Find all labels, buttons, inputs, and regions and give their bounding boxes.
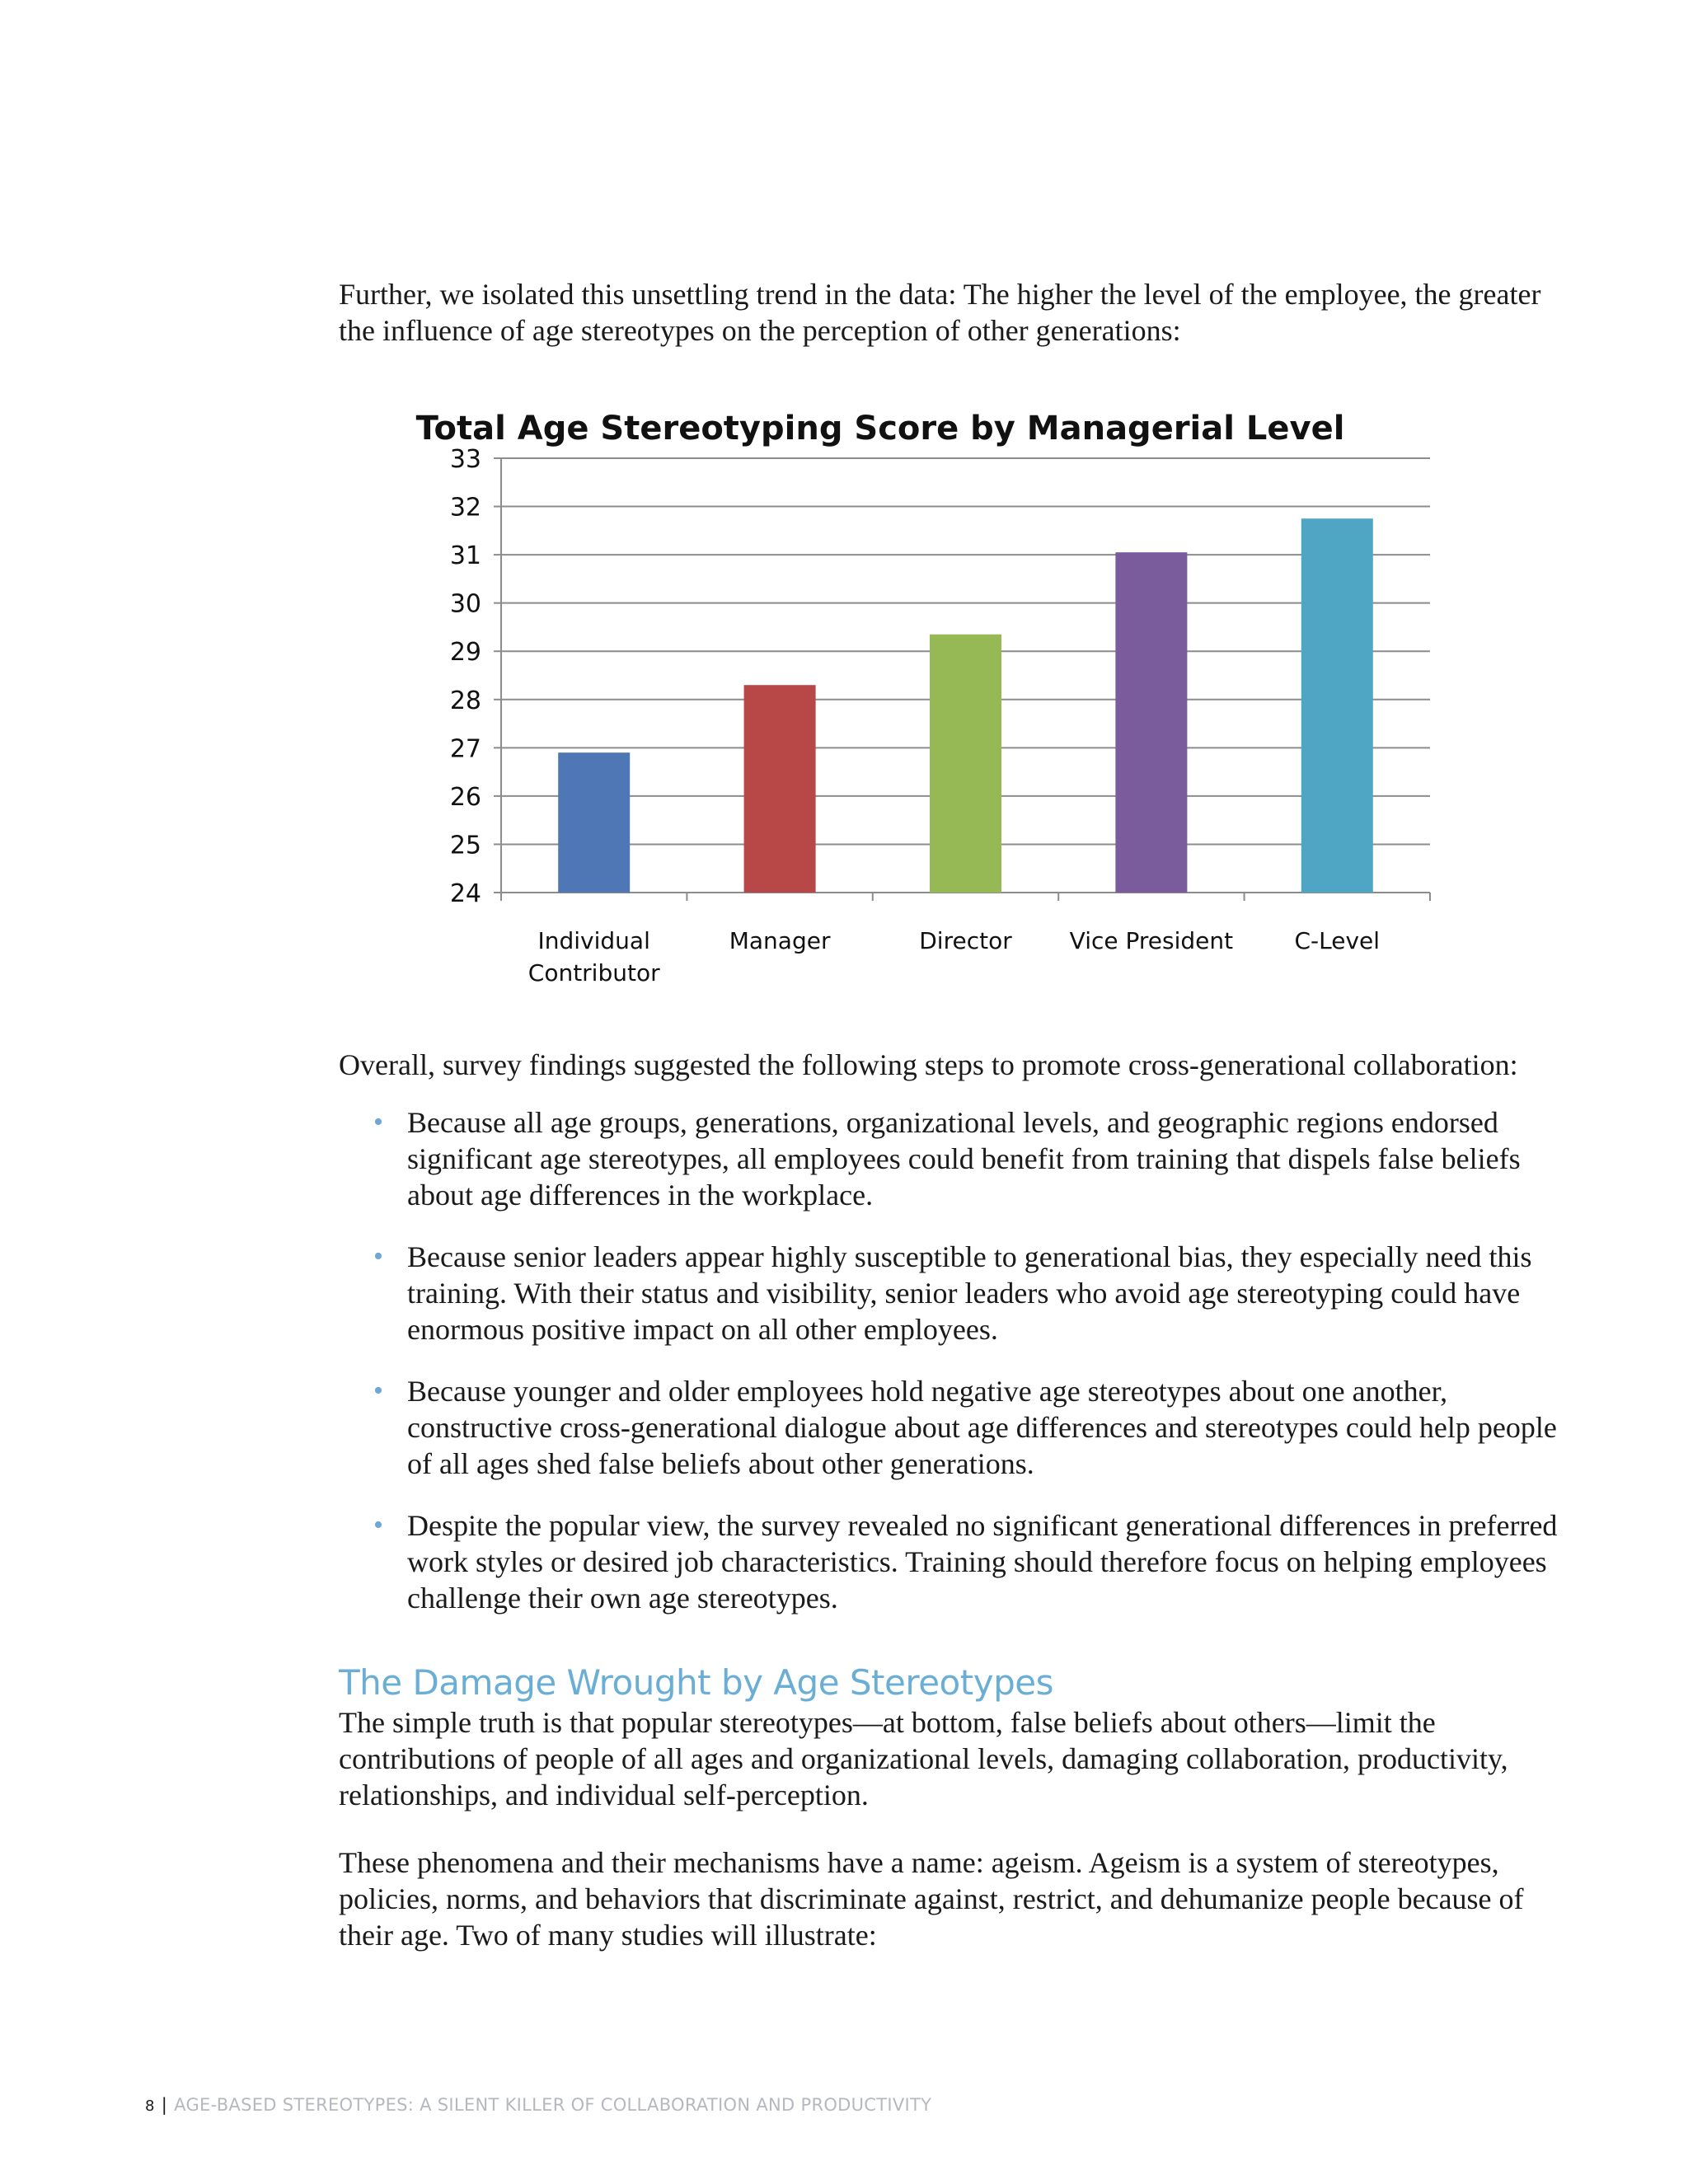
- y-tick-label: 25: [449, 831, 481, 860]
- y-tick-label: 26: [449, 782, 481, 812]
- y-tick-label: 29: [449, 638, 481, 668]
- y-tick-label: 27: [449, 734, 481, 764]
- x-tick-label: Manager: [729, 927, 831, 954]
- y-tick-label: 33: [449, 445, 481, 474]
- step-text: Despite the popular view, the survey revealed no significant generational differences in preferred work styles or desired job characteristics. Training should therefore focus on helping employees challenge their own age stereotypes.: [407, 1509, 1558, 1615]
- bar: [1301, 518, 1373, 893]
- y-tick-label: 32: [449, 493, 481, 523]
- x-tick-label: Individual: [537, 927, 650, 954]
- steps-intro-paragraph: Overall, survey findings suggested the following steps to promote cross-generational collaboration:: [339, 1048, 1518, 1081]
- step-text: Because senior leaders appear highly susceptible to generational bias, they especially need this training. With their status and visibility, senior leaders who avoid age stereotyping could have enormous positive impact on all other employees.: [407, 1240, 1532, 1346]
- x-tick-label: Contributor: [528, 959, 660, 987]
- steps-list: [339, 1104, 1559, 1642]
- x-tick-label: C-Level: [1294, 927, 1381, 954]
- list-item: [339, 1104, 1559, 1213]
- intro-paragraph: Further, we isolated this unsettling trend in the data: The higher the level of the employee, the greater the influence of age stereotypes on the perception of other generations:: [339, 278, 1541, 347]
- y-tick-label: 30: [449, 589, 481, 619]
- x-tick-label: Vice President: [1069, 927, 1234, 954]
- ageism-paragraph: These phenomena and their mechanisms have a name: ageism. Ageism is a system of stereotypes, policies, norms, and behaviors that discriminate against, restrict, and dehumanize people because of their age. Two of many studies will illustrate:: [339, 1846, 1524, 1952]
- step-text: Because younger and older employees hold negative age stereotypes about one another, constructive cross-generational dialogue about age differences and stereotypes could help people of all ages shed false beliefs about other generations.: [407, 1375, 1557, 1480]
- bullet-icon: •: [373, 1376, 383, 1406]
- list-item: [339, 1373, 1559, 1482]
- y-tick-label: 31: [449, 541, 481, 571]
- bar-chart: [0, 0, 1688, 1038]
- list-item: [339, 1239, 1559, 1347]
- chart-bars: [558, 518, 1373, 893]
- bullet-icon: •: [373, 1510, 383, 1540]
- bar: [558, 752, 630, 893]
- chart-title: Total Age Stereotyping Score by Managerial Level: [415, 410, 1345, 448]
- y-axis-tick-labels: [450, 445, 481, 908]
- y-tick-label: 28: [449, 686, 481, 715]
- section-heading: The Damage Wrought by Age Stereotypes: [339, 1662, 1053, 1703]
- page-footer: [145, 2095, 931, 2115]
- list-item: [339, 1507, 1559, 1616]
- bullet-icon: •: [373, 1107, 383, 1137]
- chart-gridlines: [494, 458, 1430, 901]
- damage-paragraph: The simple truth is that popular stereotypes—at bottom, false beliefs about others—limit the contributions of people of all ages and organizational levels, damaging collaboration, productivity, relationships, and individual self-perception.: [339, 1706, 1508, 1811]
- y-tick-label: 24: [449, 879, 481, 908]
- bar: [1115, 552, 1187, 893]
- footer-separator: |: [161, 2095, 168, 2115]
- x-axis-tick-labels: [528, 927, 1380, 987]
- footer-title: AGE-BASED STEREOTYPES: A SILENT KILLER OF COLLABORATION AND PRODUCTIVITY: [174, 2095, 932, 2115]
- bar: [744, 685, 816, 893]
- page-number: 8: [145, 2097, 155, 2115]
- x-tick-label: Director: [919, 927, 1012, 954]
- bar: [930, 635, 1001, 893]
- step-text: Because all age groups, generations, organizational levels, and geographic regions endorsed significant age stereotypes, all employees could benefit from training that dispels false beliefs about age differences in the workplace.: [407, 1106, 1521, 1212]
- bullet-icon: •: [373, 1241, 383, 1272]
- chart-svg: [0, 0, 1688, 1038]
